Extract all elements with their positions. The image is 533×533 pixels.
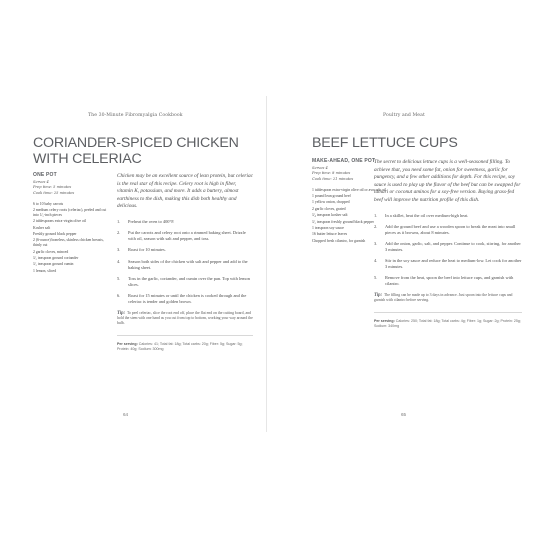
ingredient-item: Freshly ground black pepper bbox=[33, 232, 77, 237]
recipe-tip bbox=[117, 311, 253, 326]
ingredient-item: 1⁄₄ teaspoon kosher salt bbox=[312, 213, 348, 218]
step-text: Put the carrots and celery root onto a rimmed baking sheet. Drizzle with oil, season with salt and pepper, and toss. bbox=[128, 230, 246, 242]
running-head-right: Poultry and Meat bbox=[383, 113, 425, 118]
ingredient-item: Kosher salt bbox=[33, 225, 51, 230]
recipe-sidebar-left bbox=[33, 173, 113, 275]
step-list bbox=[117, 219, 253, 305]
step-text: Remove from the heat, spoon the beef into lettuce cups, and garnish with cilantro. bbox=[385, 275, 514, 287]
step-text: In a skillet, heat the oil over medium-high heat. bbox=[385, 212, 469, 218]
ingredient-item: 2 garlic cloves, minced bbox=[33, 249, 69, 254]
step-item bbox=[374, 275, 522, 287]
book-spread bbox=[0, 96, 533, 432]
tip-mark: Tip: bbox=[117, 310, 126, 316]
recipe-body-right bbox=[374, 159, 522, 329]
step-item bbox=[117, 259, 253, 271]
cook-time: Cook time: 25 minutes bbox=[33, 190, 75, 195]
serves-text: Serves 4 bbox=[33, 180, 49, 185]
running-head-left: The 30-Minute Fibromyalgia Cookbook bbox=[88, 113, 183, 118]
step-item bbox=[117, 276, 253, 288]
right-page bbox=[267, 96, 533, 432]
tip-mark: Tip: bbox=[374, 293, 383, 299]
recipe-body-left bbox=[117, 173, 253, 352]
recipe-intro: The secret to delicious lettuce cups is a well-seasoned filling. To achieve that, you need some fat, onion for sweetness, garlic for pungency, and a few other additions for depth. For this recipe, soy sauce is used to play up the flavor of the beef but can be swapped for tamari or coconut aminos for a soy-free version. Buying grass-fed beef will improve the nutrition profile of this dish. bbox=[374, 159, 521, 203]
ingredient-item: 1 tablespoon extra-virgin olive oil or avocado oil bbox=[312, 187, 387, 192]
ingredient-item: 1 pound lean ground beef bbox=[312, 194, 351, 199]
step-number: 1. bbox=[374, 212, 378, 218]
step-text: Toss in the garlic, coriander, and cumin over the pan. Top with lemon slices. bbox=[128, 275, 250, 287]
prep-time: Prep time: 8 minutes bbox=[312, 171, 351, 176]
step-text: Preheat the oven to 400°F. bbox=[128, 218, 175, 224]
ingredient-list bbox=[33, 202, 113, 274]
step-number: 4. bbox=[117, 258, 121, 264]
step-number: 4. bbox=[374, 258, 378, 264]
nutrition-text: Calories: 41; Total fat: 18g; Total carbs: 20g; Fiber: 5g; Sugar: 5g; Protein: 40g; Sodium: 300mg bbox=[117, 341, 243, 351]
step-number: 2. bbox=[374, 223, 378, 229]
ingredient-item: Chopped fresh cilantro, for garnish bbox=[312, 238, 366, 243]
step-text: Stir in the soy sauce and reduce the heat to medium-low. Let cook for another 3 minutes. bbox=[385, 258, 522, 270]
step-number: 3. bbox=[374, 240, 378, 246]
step-item bbox=[117, 219, 253, 225]
recipe-title-left: CORIANDER-SPICED CHICKEN WITH CELERIAC bbox=[33, 135, 239, 167]
step-number: 2. bbox=[117, 230, 121, 236]
step-number: 5. bbox=[117, 275, 121, 281]
ingredient-item: 2 medium celery roots (celeriac), peeled and cut into 1⁄₂-inch pieces bbox=[33, 208, 107, 217]
nutrition-info bbox=[374, 312, 522, 329]
step-number: 1. bbox=[117, 218, 121, 224]
ingredient-item: 1⁄₂ teaspoon ground coriander bbox=[33, 256, 79, 261]
prep-time: Prep time: 5 minutes bbox=[33, 185, 72, 190]
step-number: 3. bbox=[117, 247, 121, 253]
page-number-right: 65 bbox=[401, 412, 407, 417]
step-text: Roast for 10 minutes. bbox=[128, 247, 166, 253]
step-item bbox=[374, 258, 522, 270]
tip-text: To peel celeriac, slice the root end off, place the flat end on the cutting board, and hold the stem with one hand as you cut from top to bottom, working your way around the bulb. bbox=[117, 310, 253, 325]
ingredient-item: 1 lemon, sliced bbox=[33, 268, 57, 273]
step-text: Add the onion, garlic, salt, and pepper. Continue to cook, stirring, for another 3 minutes. bbox=[385, 240, 521, 252]
recipe-label: MAKE-AHEAD, ONE POT bbox=[312, 158, 376, 164]
step-item bbox=[374, 213, 522, 219]
step-item bbox=[117, 230, 253, 242]
ingredient-item: 1 yellow onion, chopped bbox=[312, 200, 350, 205]
step-item bbox=[374, 241, 522, 253]
recipe-tip bbox=[374, 293, 522, 303]
nutrition-label: Per serving: bbox=[374, 319, 395, 324]
step-item bbox=[117, 247, 253, 253]
nutrition-info bbox=[117, 335, 253, 352]
recipe-label: ONE POT bbox=[33, 172, 57, 178]
ingredient-item: 6 to 10 baby carrots bbox=[33, 201, 64, 206]
step-number: 5. bbox=[374, 275, 378, 281]
ingredient-item: 16 butter lettuce leaves bbox=[312, 232, 348, 237]
step-item bbox=[374, 224, 522, 236]
tip-text: The filling can be made up to 3 days in advance. Just spoon into the lettuce cups and garnish with cilantro before serving. bbox=[374, 293, 513, 303]
left-page bbox=[0, 96, 266, 432]
ingredient-item: 2 (6-ounce) boneless, skinless chicken breasts, thinly cut bbox=[33, 238, 104, 248]
ingredient-item: 1⁄₂ teaspoon ground cumin bbox=[33, 262, 74, 267]
nutrition-text: Calories: 250; Total fat: 18g; Total carbs: 4g; Fiber: 1g; Sugar: 2g; Protein: 25g; Sodium: 340mg bbox=[374, 319, 521, 329]
step-text: Season both sides of the chicken with salt and pepper and add to the baking sheet. bbox=[128, 258, 248, 270]
step-text: Roast for 15 minutes or until the chicken is cooked through and the celeriac is tender and golden brown. bbox=[128, 292, 247, 304]
ingredient-item: 2 tablespoons extra-virgin olive oil bbox=[33, 219, 87, 224]
recipe-intro: Chicken may be an excellent source of lean protein, but celeriac is the real star of this recipe. Celery root is high in fiber, vitamin K, potassium, and more. It adds a buttery, almost earthiness to the dish, making this dish both healthy and delicious. bbox=[117, 173, 253, 210]
page-number-left: 64 bbox=[123, 412, 129, 417]
recipe-title-right: BEEF LETTUCE CUPS bbox=[312, 135, 458, 151]
step-text: Add the ground beef and use a wooden spoon to break the meat into small pieces as it browns, about 8 minutes. bbox=[385, 223, 516, 235]
ingredient-item: 1 teaspoon soy sauce bbox=[312, 226, 344, 231]
step-item bbox=[117, 293, 253, 305]
step-number: 6. bbox=[117, 292, 121, 298]
ingredient-item: 2 garlic cloves, grated bbox=[312, 206, 346, 211]
serves-text: Serves 4 bbox=[312, 166, 328, 171]
cook-time: Cook time: 21 minutes bbox=[312, 176, 354, 181]
step-list bbox=[374, 213, 522, 288]
nutrition-label: Per serving: bbox=[117, 341, 138, 346]
ingredient-item: 1⁄₂ teaspoon freshly ground black pepper bbox=[312, 219, 374, 224]
